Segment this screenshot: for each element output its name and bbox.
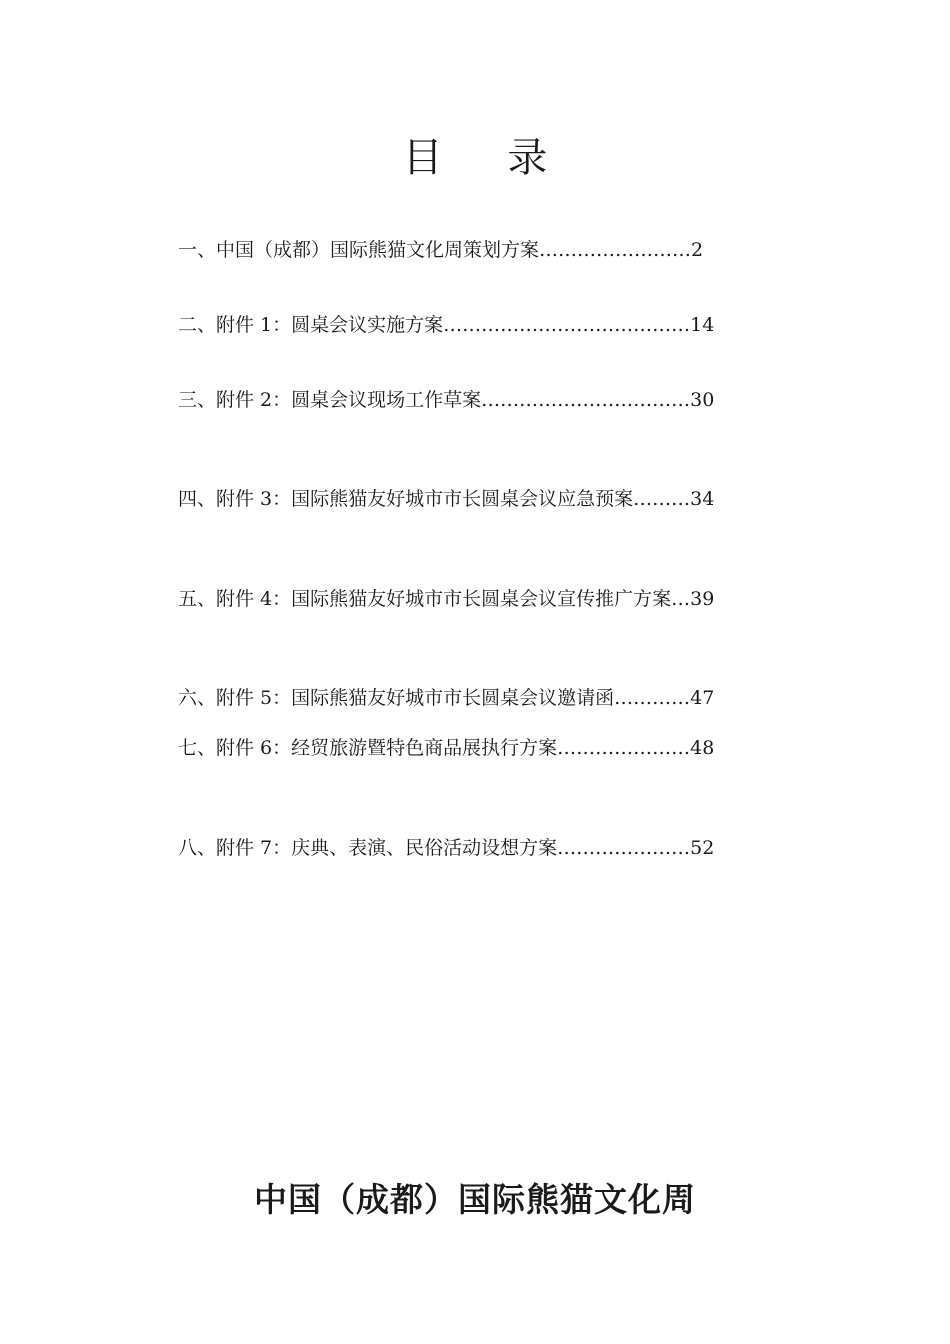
toc-entry — [178, 586, 798, 612]
toc-entry-text: 五、附件 4：国际熊猫友好城市市长圆桌会议宣传推广方案…39 — [178, 588, 715, 610]
toc-entry — [178, 237, 798, 263]
document-title: 中国（成都）国际熊猫文化周 — [254, 1180, 696, 1219]
toc-entry-text: 三、附件 2：圆桌会议现场工作草案……………………………30 — [178, 389, 715, 411]
toc-entry-text: 八、附件 7：庆典、表演、民俗活动设想方案…………………52 — [178, 837, 715, 859]
toc-entry-text: 二、附件 1：圆桌会议实施方案…………………………………14 — [178, 314, 715, 336]
toc-entry-text: 一、中国（成都）国际熊猫文化周策划方案……………………2 — [178, 239, 704, 261]
toc-entry-text: 七、附件 6：经贸旅游暨特色商品展执行方案…………………48 — [178, 737, 715, 759]
toc-entry — [178, 387, 798, 413]
toc-entry — [178, 486, 798, 512]
toc-entry — [178, 835, 798, 861]
toc-entry-text: 四、附件 3：国际熊猫友好城市市长圆桌会议应急预案………34 — [178, 488, 715, 510]
toc-entry — [178, 312, 798, 338]
toc-entry-text: 六、附件 5：国际熊猫友好城市市长圆桌会议邀请函…………47 — [178, 687, 715, 709]
toc-entry — [178, 685, 798, 711]
toc-entry — [178, 735, 798, 761]
toc-heading: 目 录 — [402, 135, 574, 181]
